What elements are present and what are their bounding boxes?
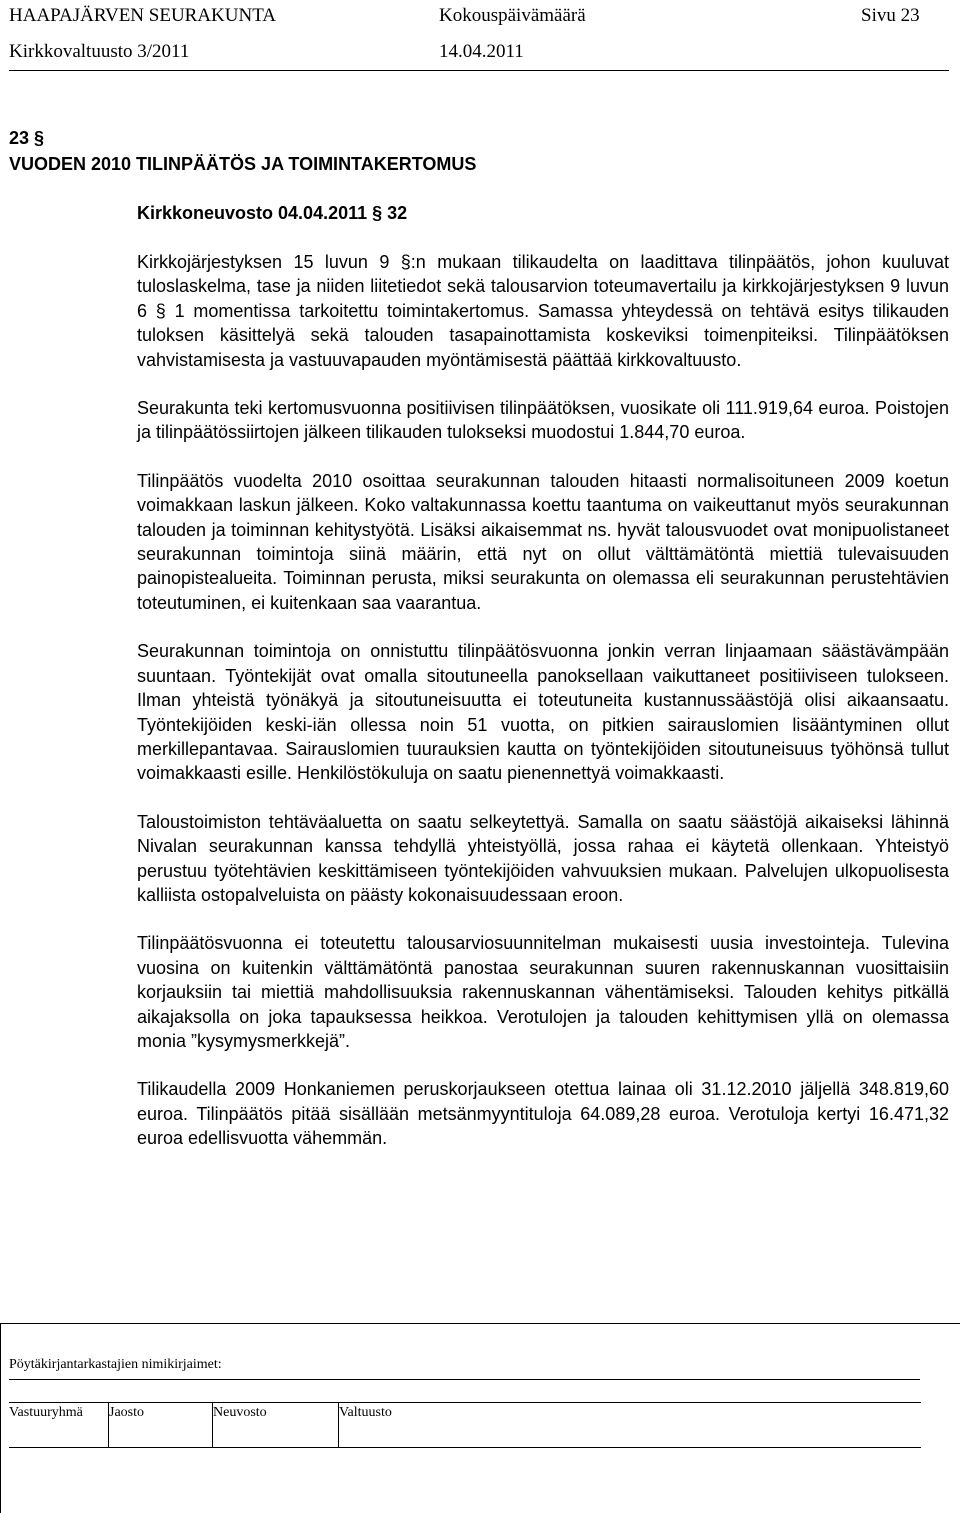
organization-name: HAAPAJÄRVEN SEURAKUNTA — [9, 5, 277, 26]
document-body — [137, 250, 949, 1175]
footer-rule — [0, 1323, 960, 1324]
paragraph: Tilikaudella 2009 Honkaniemen peruskorjaukseen otettua lainaa oli 31.12.2010 jäljellä 348.819,60 euroa. Tilinpäätös pitää sisällään metsänmyyntituloja 64.089,28 euroa. Verotuloja kertyi 16.471,32 euroa edellisvuotta vähemmän. — [137, 1079, 949, 1149]
paragraph: Seurakunnan toimintoja on onnistuttu tilinpäätösvuonna jonkin verran linjaamaan säästävämpään suuntaan. Työntekijät ovat omalla sitoutuneella panoksellaan vaikuttaneet positiiviseen tulokseen. Ilman yhteistä työnäkyä ja sitoutuneisuutta ei toteutuneita kustannussäästöjä olisi aikaansaatu. Työntekijöiden keski-iän ollessa noin 51 vuotta, on pitkien sairauslomien lisääntyminen ollut merkillepantavaa. Sairauslomien tuurauksien kautta on työntekijöiden sitoutuneisuus työhönsä tullut voimakkaasti esille. Henkilöstökuluja on saatu pienennettyä voimakkaasti. — [137, 641, 949, 784]
minutes-id: Kirkkovaltuusto 3/2011 — [9, 41, 190, 62]
section-title: VUODEN 2010 TILINPÄÄTÖS JA TOIMINTAKERTOMUS — [9, 154, 477, 174]
signature-cell-valtuusto: Valtuusto — [339, 1403, 922, 1448]
signature-table — [9, 1402, 921, 1448]
header-rule — [9, 70, 949, 71]
section-number: 23 § — [9, 128, 45, 148]
section-subheading: Kirkkoneuvosto 04.04.2011 § 32 — [137, 203, 408, 223]
footer-left-rule — [0, 1323, 1, 1513]
paragraph: Tilinpäätösvuonna ei toteutettu talousarviosuunnitelman mukaisesti uusia investointeja. Tulevina vuosina on kuitenkin välttämätöntä panostaa seurakunnan suuren rakennuskannan vuosittaisiin korjauksiin tai miettiä mahdollisuuksia rakennuskannan vähentämiseksi. Talouden kehitys pitkällä aikajaksolla on joka tapauksessa heikkoa. Verotulojen ja talouden kehittymisen yllä on olemassa monia ”kysymysmerkkejä”. — [137, 933, 949, 1051]
signature-rule — [9, 1379, 920, 1380]
signature-cell-vastuuryhma: Vastuuryhmä — [9, 1403, 109, 1448]
paragraph: Seurakunta teki kertomusvuonna positiivisen tilinpäätöksen, vuosikate oli 111.919,64 euroa. Poistojen ja tilinpäätössiirtojen jälkeen tilikauden tulokseksi muodostui 1.844,70 euroa. — [137, 398, 949, 443]
page-number: Sivu 23 — [861, 5, 920, 26]
paragraph: Taloustoimiston tehtäväaluetta on saatu selkeytettyä. Samalla on saatu säästöjä aikaiseksi lähinnä Nivalan seurakunnan kanssa tehdyllä yhteistyöllä, jossa rahaa ei käytetä ollenkaan. Yhteistyö perustuu työtehtävien keskittämiseen työntekijöiden vahvuuksien mukaan. Palvelujen ulkopuolisesta kalliista ostopalveluista on päästy kokonaisuudessaan eroon. — [137, 811, 949, 905]
paragraph: Kirkkojärjestyksen 15 luvun 9 §:n mukaan tilikaudelta on laadittava tilinpäätös, johon kuuluvat tuloslaskelma, tase ja niiden liitetiedot sekä talousarvion toteumavertailu ja kirkkojärjestyksen 9 luvun 6 § 1 momentissa tarkoitettu toimintakertomus. Samassa yhteydessä on tehtävä esitys tilikauden tuloksen käsittelyä sekä talouden tasapainottamista koskeviksi toimenpiteiksi. Tilinpäätöksen vahvistamisesta ja vastuuvapauden myöntämisestä päättää kirkkovaltuusto. — [137, 252, 949, 370]
paragraph: Tilinpäätös vuodelta 2010 osoittaa seurakunnan talouden hitaasti normalisoituneen 2009 koetun voimakkaan laskun jälkeen. Koko valtakunnassa koettu taantuma on vaikeuttanut myös seurakunnan talouden ja toiminnan kehitystyötä. Lisäksi aikaisemmat ns. hyvät talousvuodet ovat monipuolistaneet seurakunnan toimintoja siinä määrin, että nyt on ollut välttämätöntä miettiä tulevaisuuden painopistealueita. Toiminnan perusta, miksi seurakunta on olemassa eli seurakunnan perustehtävien toteutuminen, ei kuitenkaan saa vaarantua. — [137, 470, 949, 613]
meeting-date: 14.04.2011 — [439, 41, 524, 62]
signature-cell-jaosto: Jaosto — [109, 1403, 213, 1448]
meeting-date-label: Kokouspäivämäärä — [439, 5, 586, 26]
signature-label: Pöytäkirjantarkastajien nimikirjaimet: — [9, 1357, 222, 1372]
signature-cell-neuvosto: Neuvosto — [213, 1403, 339, 1448]
